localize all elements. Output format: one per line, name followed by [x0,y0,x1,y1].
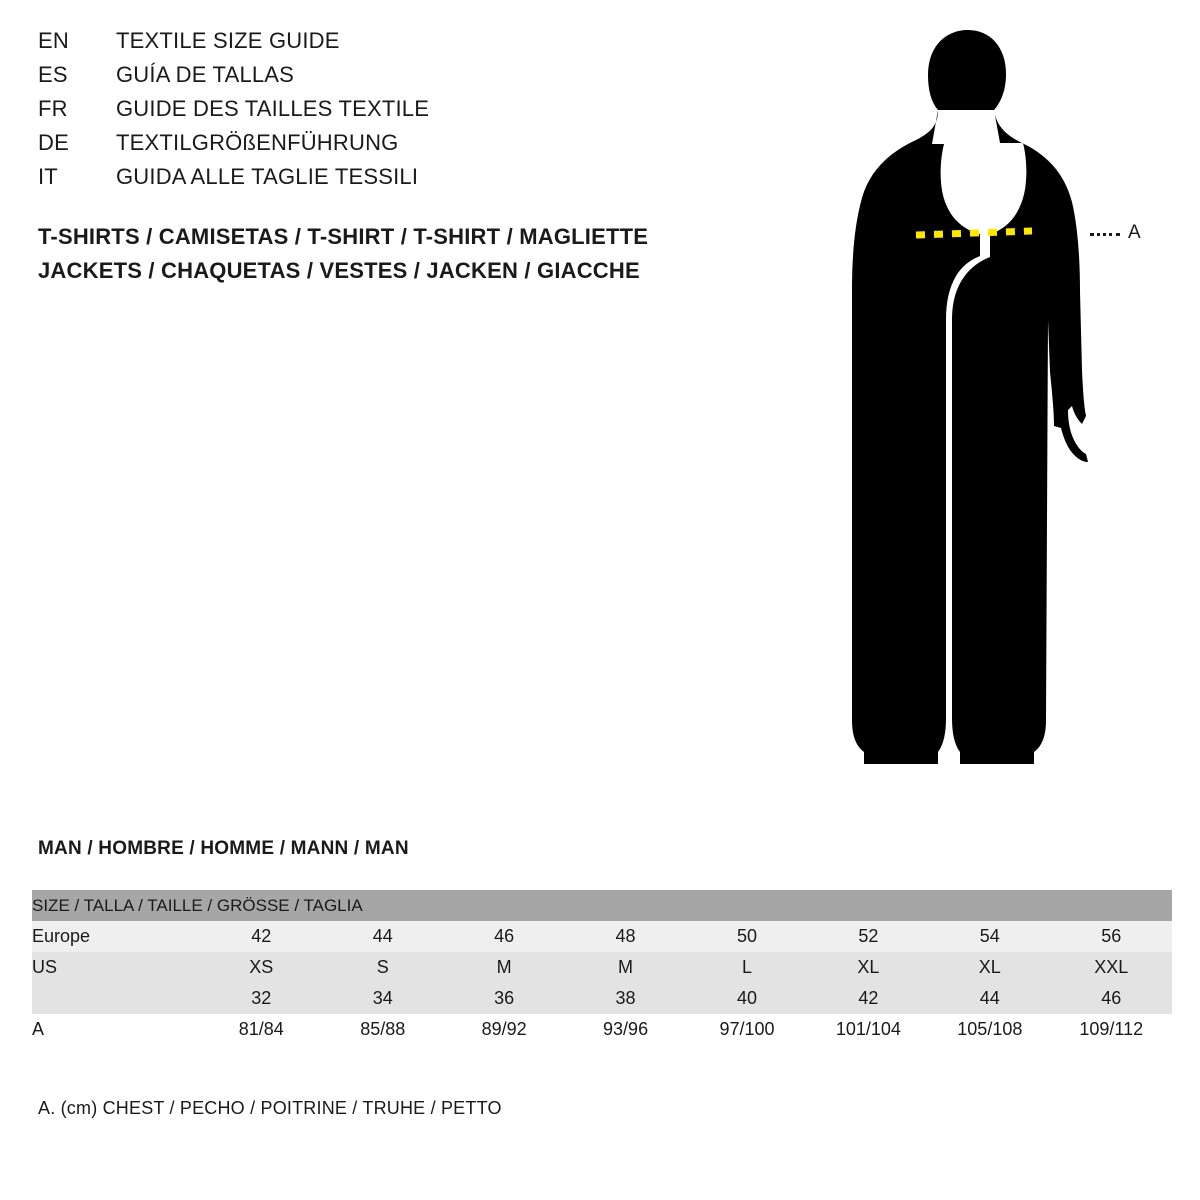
cell-value: 89/92 [443,1014,564,1045]
category-jackets: JACKETS / CHAQUETAS / VESTES / JACKEN / GIACCHE [38,258,640,283]
cell-value: 44 [322,921,443,952]
cell-value: 93/96 [565,1014,686,1045]
cell-value: L [686,952,807,983]
table-row [32,921,1172,952]
language-code: FR [38,96,68,121]
cell-value: 34 [322,983,443,1014]
cell-value: 52 [808,921,929,952]
measure-leader-line [1090,233,1120,236]
cell-value: 38 [565,983,686,1014]
cell-value: 101/104 [808,1014,929,1045]
language-list [38,28,738,198]
table-header-label: SIZE / TALLA / TAILLE / GRÖSSE / TAGLIA [32,890,1172,921]
language-row [38,62,738,96]
cell-value: 56 [1051,921,1172,952]
table-header-row [32,890,1172,921]
table-row [32,983,1172,1014]
language-row [38,164,738,198]
language-title: GUIDA ALLE TAGLIE TESSILI [116,164,419,189]
category-headings [38,220,648,288]
cell-value: 44 [929,983,1050,1014]
cell-value: 46 [443,921,564,952]
cell-value: XS [201,952,322,983]
size-table [32,890,1172,1045]
row-label: A [32,1014,201,1045]
measure-label-a: A [1128,222,1141,243]
cell-value: XXL [1051,952,1172,983]
language-row [38,28,738,62]
table-row [32,1014,1172,1045]
cell-value: S [322,952,443,983]
cell-value: 32 [201,983,322,1014]
cell-value: 97/100 [686,1014,807,1045]
language-code: IT [38,164,58,189]
cell-value: 42 [808,983,929,1014]
cell-value: 50 [686,921,807,952]
table-row [32,952,1172,983]
cell-value: 42 [201,921,322,952]
language-title: TEXTILE SIZE GUIDE [116,28,340,53]
cell-value: 36 [443,983,564,1014]
language-code: ES [38,62,68,87]
cell-value: 109/112 [1051,1014,1172,1045]
table-section-title: MAN / HOMBRE / HOMME / MANN / MAN [38,838,409,859]
cell-value: 40 [686,983,807,1014]
cell-value: M [565,952,686,983]
language-code: DE [38,130,69,155]
cell-value: M [443,952,564,983]
cell-value: XL [808,952,929,983]
cell-value: 105/108 [929,1014,1050,1045]
cell-value: 54 [929,921,1050,952]
language-code: EN [38,28,69,53]
cell-value: 46 [1051,983,1172,1014]
language-row [38,130,738,164]
language-title: TEXTILGRÖßENFÜHRUNG [116,130,399,155]
table-footnote: A. (cm) CHEST / PECHO / POITRINE / TRUHE / PETTO [38,1098,502,1118]
cell-value: 85/88 [322,1014,443,1045]
language-title: GUÍA DE TALLAS [116,62,295,87]
silhouette-svg [820,20,1180,780]
cell-value: 48 [565,921,686,952]
category-tshirts: T-SHIRTS / CAMISETAS / T-SHIRT / T-SHIRT / MAGLIETTE [38,224,649,249]
cell-value: XL [929,952,1050,983]
cell-value: 81/84 [201,1014,322,1045]
row-label [32,983,201,1014]
language-row [38,96,738,130]
row-label: US [32,952,201,983]
row-label: Europe [32,921,201,952]
language-title: GUIDE DES TAILLES TEXTILE [116,96,430,121]
male-silhouette-figure [820,20,1180,780]
